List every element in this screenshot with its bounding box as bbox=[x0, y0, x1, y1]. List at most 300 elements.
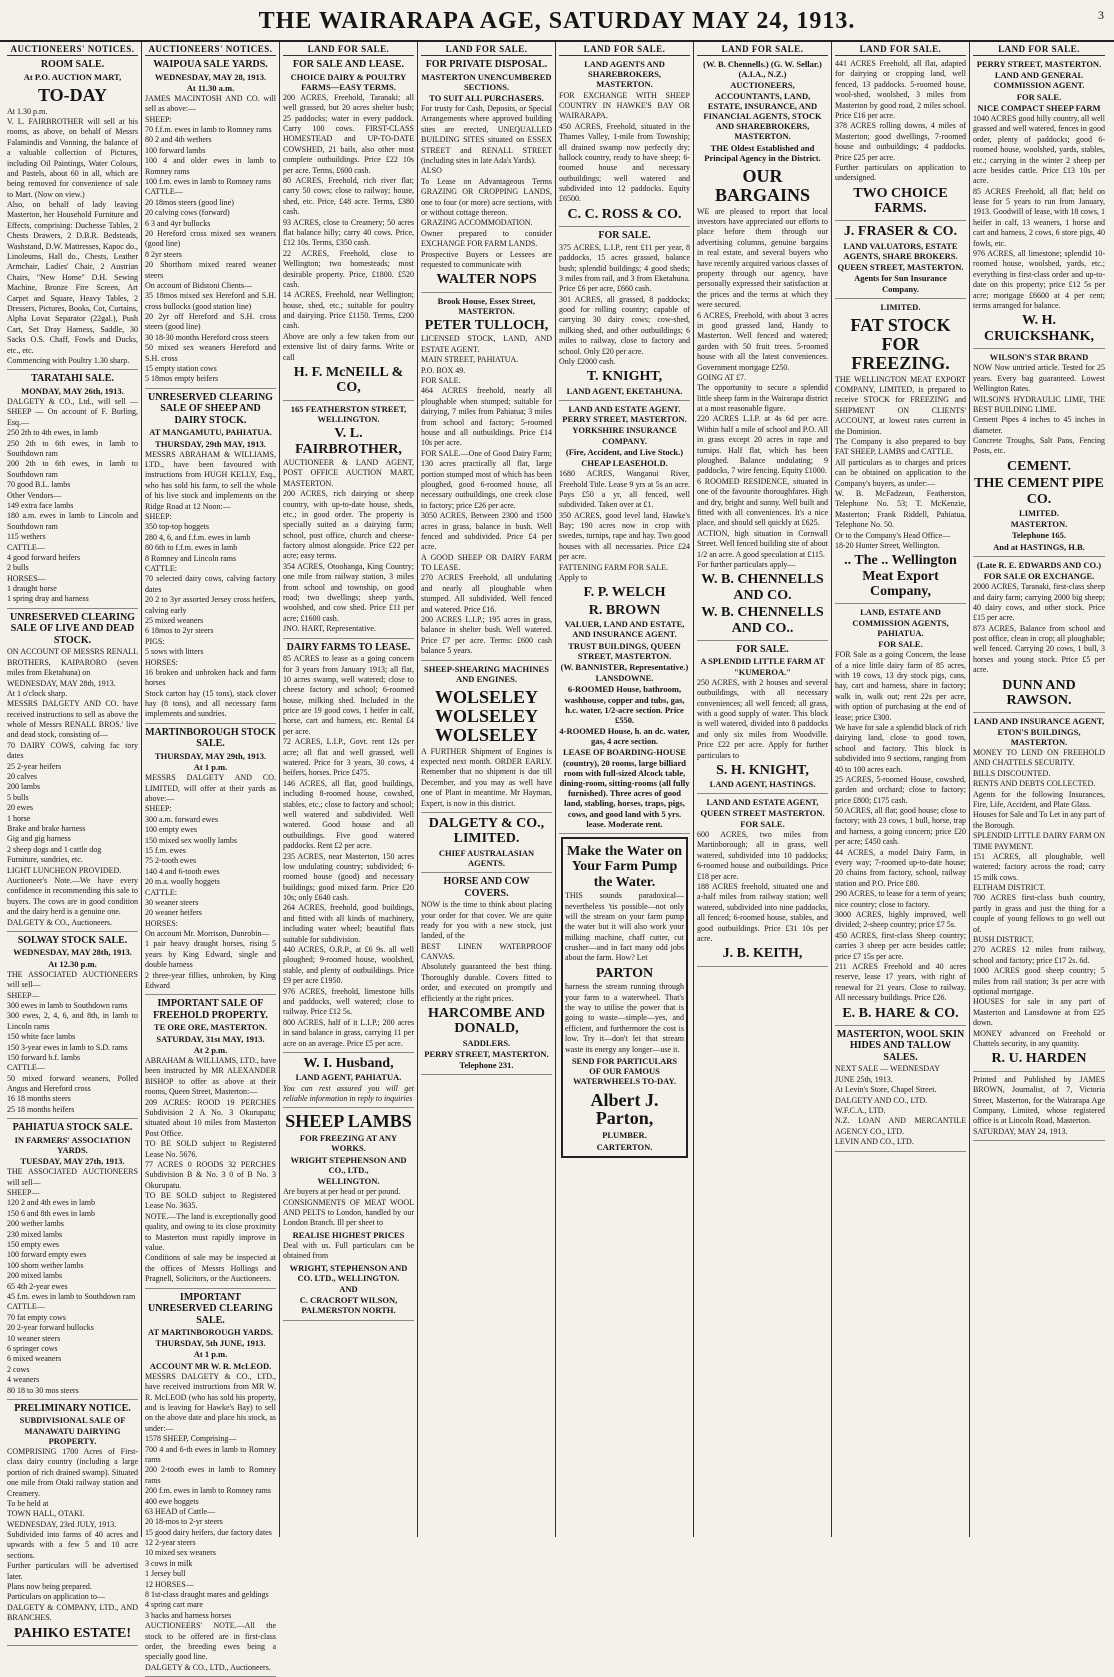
ad-text: 1 Jersey bull bbox=[145, 1569, 186, 1579]
ad-text: 115 wethers bbox=[7, 532, 46, 542]
ad-text: 80 6th to f.f.m. ewes in lamb bbox=[145, 543, 238, 553]
advertiser-name: CEMENT. bbox=[1007, 458, 1071, 474]
column-heading: LAND FOR SALE. bbox=[835, 42, 966, 56]
advertiser-name: HARCOMBE AND DONALD, bbox=[427, 1006, 546, 1037]
ad-text: 1578 SHEEP, Comprising— bbox=[145, 1434, 237, 1444]
display-heading: TO-DAY bbox=[37, 84, 108, 105]
ad-subheading: NICE COMPACT SHEEP FARM bbox=[977, 102, 1101, 113]
ad-subheading: WRIGHT, STEPHENSON AND CO. LTD., WELLINGTON. bbox=[289, 1262, 408, 1283]
ad-text: Are buyers at per head or per pound. bbox=[283, 1187, 401, 1197]
ad-subheading: At 11.30 a.m. bbox=[186, 82, 235, 93]
advertiser-name: PARTON bbox=[595, 965, 654, 981]
ad-text: 6 mixed weaners bbox=[7, 1354, 62, 1364]
ad-block bbox=[973, 1075, 1105, 1141]
ad-text: CATTLE: bbox=[145, 887, 177, 897]
advertiser-name: C. C. ROSS & CO. bbox=[567, 206, 682, 222]
ad-text: Auctioneer's Note.—We have every confidence in recommending this sale to buyers. The cows are in good condition and the dairy herd is a genuine one. bbox=[7, 875, 138, 917]
column-6 bbox=[694, 42, 832, 1537]
ad-subheading: (W. B. Chennells.) (G. W. Sellar.) (A.I.A., N.Z.) bbox=[703, 59, 822, 80]
ad-text: 209 ACRES: ROOD 19 PERCHES Subdivision 2 A No. 3 Okurupatu; situated about 10 miles from Masterton Post Office. bbox=[145, 1097, 276, 1138]
ad-text: 2 sheep dogs and 1 cattle dog bbox=[7, 844, 102, 854]
ad-text: NEXT SALE — WEDNESDAY bbox=[835, 1064, 940, 1074]
ad-text: On account of Bidstoni Clients— bbox=[145, 280, 253, 290]
column-3 bbox=[280, 42, 418, 1537]
ad-block bbox=[559, 230, 690, 401]
ad-text: MONEY TO LEND ON FREEHOLD AND CHATTELS SECURITY. bbox=[973, 748, 1105, 768]
ad-block bbox=[835, 1029, 966, 1152]
advertiser-name: F. P. WELCH bbox=[583, 585, 666, 601]
ad-text: BILLS DISCOUNTED. bbox=[973, 768, 1051, 778]
ad-block bbox=[835, 302, 966, 605]
ad-text: harness the stream running through your farm to a waterwheel. That's the way to utilise the power that is going to waste—simple—yes, and efficient, and furthermore the cost is low. Try it—don't let that stream waste its energy any longer—use it. bbox=[565, 982, 684, 1054]
ad-text: CATTLE— bbox=[7, 1063, 45, 1073]
ad-text: 16 18 months steers bbox=[7, 1094, 71, 1104]
ad-text: A GOOD SHEEP OR DAIRY FARM TO LEASE. bbox=[421, 552, 552, 573]
ad-block bbox=[421, 59, 552, 293]
ad-text: LICENSED STOCK, LAND, AND ESTATE AGENT. bbox=[421, 334, 552, 354]
ad-text: 976 ACRES, freehold, limestone hills and paddocks, well watered; close to railway. Price £12 5s. bbox=[283, 986, 414, 1017]
ad-block bbox=[973, 352, 1105, 557]
ad-text: 200 2-tooth ewes in lamb to Romney rams bbox=[145, 1465, 276, 1485]
ad-text: CATTLE: bbox=[145, 563, 177, 573]
ad-subheading: 165 FEATHERSTON STREET, WELLINGTON. bbox=[290, 403, 407, 424]
ad-block bbox=[7, 612, 138, 932]
parton-waterwheel-ad bbox=[561, 837, 688, 1158]
ad-text: 200 f.m. ewes in lamb to Romney rams bbox=[145, 1486, 271, 1496]
ad-text: 10 weaner steers bbox=[7, 1333, 61, 1343]
advertiser-name: J. FRASER & CO. bbox=[843, 224, 958, 240]
ad-text: Commencing with Poultry 1.30 sharp. bbox=[7, 355, 130, 365]
ad-text: 250 2th to 6th ewes, in lamb to Southdown ram bbox=[7, 438, 138, 458]
ad-text: Deal with us. Full particulars can be obtained from bbox=[283, 1240, 414, 1261]
ad-text: FOR SALE. bbox=[421, 376, 461, 386]
ad-text: 77 ACRES 0 ROODS 32 PERCHES Subdivision B & No. 3 0 of B No. 3 Okurupatu. bbox=[145, 1159, 276, 1190]
ad-text: 250 ACRES, with 2 houses and several outbuildings, with all necessary conveniences; all well fenced; all grass, with a good supply of water. This block is well watered, divided into 8 paddocks and only six miles from Woodville. Price £22 per acre. Apply for further particulars to bbox=[697, 677, 828, 760]
ad-text: 50 mixed forward weaners, Polled Angus and Hereford cross bbox=[7, 1073, 138, 1094]
ad-text: 150 empty ewes bbox=[7, 1240, 59, 1250]
column-heading: LAND FOR SALE. bbox=[973, 42, 1105, 56]
ad-text: 1 draught horse bbox=[7, 584, 57, 594]
ad-text: JAMES MACINTOSH AND CO. will sell as above:— bbox=[145, 93, 276, 114]
ad-heading: SOLWAY STOCK SALE. bbox=[17, 934, 128, 946]
column-4 bbox=[418, 42, 556, 1537]
ad-text: 5 sows with litters bbox=[145, 647, 204, 657]
ad-footer: VALUER, LAND AND ESTATE, AND INSURANCE AGENT. bbox=[564, 619, 685, 640]
ad-subheading: YORKSHIRE INSURANCE COMPANY. bbox=[572, 425, 677, 446]
ad-footer: LAND AGENT, EKETAHUNA. bbox=[566, 385, 683, 396]
ad-text: Houses for Sale and To Let in any part of the Borough. bbox=[973, 810, 1105, 830]
ad-text: MESSRS DALGETY AND CO. LIMITED, will offer at their yards as above:— bbox=[145, 773, 276, 803]
ad-text: 440 ACRES, O.R.P., at £6 9s. all well ploughed; 9-roomed house, woolshed, stable, and plenty of outbuildings. Price £9 per acre £1950. bbox=[283, 945, 414, 986]
ad-subheading: (Late R. E. EDWARDS AND CO.) bbox=[976, 559, 1102, 570]
ad-subheading: THURSDAY, 29th MAY, 1913. bbox=[155, 438, 266, 449]
ad-text: 8 1st-class draught mares and geldings bbox=[145, 1590, 269, 1600]
masthead bbox=[0, 0, 1114, 42]
ad-block bbox=[7, 59, 138, 370]
ad-subheading: THURSDAY, 5th JUNE, 1913. bbox=[155, 1338, 266, 1349]
ad-footer: (W. BANNISTER, Representative.) bbox=[560, 661, 689, 672]
ad-text: ALSO bbox=[421, 166, 442, 176]
ad-subheading: LAND AND INSURANCE AGENT, ETON'S BUILDINGS, MASTERTON. bbox=[973, 716, 1105, 747]
ad-subheading: PERRY STREET, MASTERTON. bbox=[976, 59, 1102, 69]
ad-subheading: LAND AND ESTATE AGENT. PERRY STREET, MASTERTON. bbox=[562, 404, 687, 425]
ad-text: FOR Sale as a going Concern, the lease of a nice little dairy farm of 85 acres, with 19 cows, 13 dry stock pigs, cans, hay, cart and harness, share in factory; walk in, walk out; rent 22s per acre, with option of purchasing at the end of lease; price £300. bbox=[835, 650, 966, 722]
ad-block bbox=[421, 876, 552, 1075]
ad-text: 150 forward b.f. lambs bbox=[7, 1052, 81, 1062]
ad-text: 350 top-top hoggets bbox=[145, 522, 209, 532]
ad-text: 378 ACRES rolling downs, 4 miles of Masterton; good dwellings, 7-roomed house and outbuildings; 4 paddocks. Price £25 per acre. bbox=[835, 121, 966, 162]
ad-text: For trusty for Cash, Deposits, or Special Arrangements where approved building sites are erected, UNEQUALLED BUILDING SITES situated on ESSEX STREET and RENALL STREET (including sites in late Ada's Yards). bbox=[421, 104, 552, 166]
ad-text: 100 4 and older ewes in lamb to Romney rams bbox=[145, 156, 276, 176]
ad-text: 200 ACRES L.I.P.; 195 acres in grass, balance in shelter bush. Well watered. Price £7 per acre. Terms: £600 cash balance 5 years. bbox=[421, 615, 552, 656]
ad-heading: PRELIMINARY NOTICE. bbox=[14, 1402, 131, 1414]
ad-text: ABRAHAM & WILLIAMS, LTD., have been instructed by MR ALEXANDER BISHOP to offer as above at their rooms, Queen Street, Masterton:— bbox=[145, 1055, 276, 1097]
advertiser-name: PETER TULLOCH, bbox=[424, 318, 549, 334]
ad-block bbox=[835, 59, 966, 221]
ad-subheading: WELLINGTON. bbox=[317, 1175, 380, 1186]
ad-text: HORSES— bbox=[7, 573, 46, 583]
ad-text: CATTLE— bbox=[145, 187, 183, 197]
ad-text: N.Z. LOAN AND MERCANTILE AGENCY CO., LTD. bbox=[835, 1116, 966, 1136]
ad-subheading: MASTERTON UNENCUMBERED SECTIONS. bbox=[421, 71, 552, 92]
husband-ad bbox=[283, 1056, 414, 1108]
ad-text: 20 Shorthorn mixed reared weaner steers bbox=[145, 260, 276, 280]
ad-text: 25 mixed weaners bbox=[145, 615, 204, 625]
page-number: 3 bbox=[1098, 8, 1104, 22]
ad-text: To be held at bbox=[7, 1498, 49, 1508]
ad-subheading: Brook House, Essex Street, MASTERTON. bbox=[437, 295, 536, 316]
ad-block bbox=[559, 404, 690, 834]
ad-subheading: SATURDAY, 31st MAY, 1913. bbox=[156, 1033, 265, 1044]
ad-text: 301 ACRES, all grassed, 8 paddocks; good for rolling country; capable of carrying 30 dairy cows; cow-shed, milking shed, and other outbuildings; 6 miles to railway, close to factory and school. Only £20 per acre. bbox=[559, 294, 690, 356]
ad-text: 6 3 and 4yr bullocks bbox=[145, 218, 211, 228]
ad-subheading: At P.O. AUCTION MART, bbox=[23, 71, 122, 82]
advertiser-name: W. B. CHENNELLS AND CO.. bbox=[701, 605, 824, 636]
ad-text: ON ACCOUNT OF MESSRS RENALL BROTHERS, KAIPARORO (seven miles from Eketahuna) on bbox=[7, 647, 138, 678]
ad-text: 50 ACRES, all flat; good house; close to factory; with 23 cows, 1 bull, horse, trap and harness, a going concern; price £20 per acre; £450 cash. bbox=[835, 806, 966, 847]
ad-subheading: LAND AGENTS AND SHAREBROKERS, MASTERTON. bbox=[584, 59, 665, 90]
ad-text: 100 shorn wether lambs bbox=[7, 1260, 84, 1270]
ad-text: AUCTIONEER & LAND AGENT, POST OFFICE AUCTION MART, MASTERTON. bbox=[283, 457, 414, 488]
ad-text: 146 ACRES, all flat, good buildings, including 8-roomed house, cowshed, stables, etc.; close to factory and school; well watered and subdivided. Well watered. Good house and all outbuildings. Five good watered paddocks. Rent £2 per acre. bbox=[283, 778, 414, 851]
ad-footer: CARTERTON. bbox=[596, 1141, 653, 1152]
ad-text: WILSON'S HYDRAULIC LIME, THE BEST BUILDING LIME. bbox=[973, 394, 1105, 414]
ad-footer: And at HASTINGS, H.B. bbox=[993, 541, 1085, 552]
ad-text: 2 bulls bbox=[7, 563, 29, 573]
ad-text: DALGETY & CO., Ltd., will sell — SHEEP — On account of F. Burling, Esq.— bbox=[7, 397, 138, 427]
ad-text: Conditions of sale may be inspected at the offices of Messrs Hollings and Pragnell, Solicitors, or the Auctioneers. bbox=[145, 1253, 276, 1284]
ad-text: 6 18mos to 2yr steers bbox=[145, 626, 214, 636]
ad-subheading: At 12.30 p.m. bbox=[48, 958, 97, 969]
ad-text: 2 three-year fillies, unbroken, by King Edward bbox=[145, 970, 276, 991]
ad-text: Plans now being prepared. bbox=[7, 1582, 92, 1592]
ad-text: We have for sale a splendid block of rich dairying land, close to good town, school and factory. This block is subdivided into 9 sections, ranging from 40 to 100 acres each. bbox=[835, 722, 966, 774]
ad-text: 140 4 and 6-tooth ewes bbox=[145, 866, 220, 876]
ad-heading: FOR PRIVATE DISPOSAL. bbox=[425, 59, 548, 70]
ad-text: THE WELLINGTON MEAT EXPORT COMPANY, LIMITED, is prepared to receive STOCK for FREEZING and SHIPMENT ON CLIENTS' ACCOUNT, at lowest rates current in the Dominion. bbox=[835, 374, 966, 436]
ad-text: V. L. FAIRBROTHER will sell at his rooms, as above, on behalf of Messrs Falamindis and Vonning, the balance of a valuable collection of Pictures, including Oil Paintings, Water Colours, and Pastels, about 60 in all, which are being removed for convenience of sale to Mart. (Now on view.) bbox=[7, 116, 138, 199]
ad-text: P.O. BOX 49. bbox=[421, 365, 466, 375]
ad-text: All particulars as to charges and prices can be obtained on application to the Company's buyers, as under:— bbox=[835, 457, 966, 488]
ad-subheading: WEDNESDAY, MAY 28, 1913. bbox=[154, 71, 267, 82]
ad-text: 70 DAIRY COWS, calving fac tory dates bbox=[7, 740, 138, 761]
ad-subheading: LAND AND GENERAL COMMISSION AGENT. bbox=[993, 70, 1085, 91]
ad-subheading: QUEEN STREET, MASTERTON. bbox=[837, 262, 964, 273]
ad-subheading: LAND AGENT, PAHIATUA. bbox=[295, 1072, 402, 1083]
ad-block bbox=[835, 224, 966, 298]
ad-text: SHEEP: bbox=[145, 114, 172, 124]
ad-text: FOR SALE.—One of Good Dairy Farm; 130 acres practically all flat, large portion stumped most of which has been ploughed, good 6-roomed house, all necessary outbuildings, one creek close to factory; price £26 per acre. bbox=[421, 448, 552, 510]
ad-text: Cement Pipes 4 inches to 45 inches in diameter. bbox=[973, 415, 1105, 435]
ad-text: 70 selected dairy cows, calving factory dates bbox=[145, 574, 276, 594]
ad-heading: MARTINBOROUGH STOCK SALE. bbox=[145, 726, 276, 750]
ad-text: SATURDAY, MAY 24, 1913. bbox=[973, 1126, 1068, 1136]
ad-text: Above are only a few taken from our extensive list of dairy farms. Write or call bbox=[283, 331, 414, 362]
ad-text: 20 calving cows (forward) bbox=[145, 208, 230, 218]
ad-text: Particulars on application to— bbox=[7, 1592, 105, 1602]
ad-text: SHEEP: bbox=[145, 804, 172, 814]
ad-text: NOW is the time to think about placing your order for that cover. We are quite ready for you with a new stock, just landed, of the bbox=[421, 900, 552, 941]
ad-subheading: AUCTIONEERS, ACCOUNTANTS, LAND, ESTATE, INSURANCE, AND FINANCIAL AGENTS, STOCK AND SHAREBROKERS, MASTERTON. bbox=[703, 80, 822, 142]
ad-text: Agents for the following Insurances, Fire, Life, Accident, and Plate Glass. bbox=[973, 789, 1105, 809]
ad-footer: LANSDOWNE. bbox=[595, 673, 654, 684]
ad-text: 80 18 to 30 mos steers bbox=[7, 1385, 79, 1395]
ad-text: 20 2-year forward bullocks bbox=[7, 1323, 94, 1333]
ad-subheading: LAND AND ESTATE AGENT, QUEEN STREET MASTERTON. bbox=[700, 797, 825, 818]
ad-text: 270 ACRES 12 miles from railway, school and factory; price £17 2s. 6d. bbox=[973, 945, 1105, 965]
ad-text: 188 ACRES freehold, situated one and a-half miles from railway station; well watered, subdivided into nine paddocks, all fenced; 6-roomed house, stables, and good outbuildings. Price £31 10s per acre. bbox=[697, 881, 828, 943]
ad-text: THIS sounds paradoxical—nevertheless 'tis possible—not only will the stream on your farm pump the water but it will also work your milking machine, chaff cutter, cut crusher—and in fact many odd jobs about the farm. How? Let bbox=[565, 891, 684, 963]
ad-text: ACTION, high situation in Cornwall Street. Well fenced building site of about 1/2 an acre. A good speculation at £115. bbox=[697, 528, 828, 559]
ad-text: MONEY advanced on Freehold or Chattels security, in any quantity. bbox=[973, 1028, 1105, 1048]
column-5 bbox=[556, 42, 694, 1537]
ad-text: 63 HEAD of Cattle— bbox=[145, 1506, 215, 1516]
ad-text: Other Vendors— bbox=[7, 490, 62, 500]
ad-text: PIGS: bbox=[145, 636, 165, 646]
ad-text: 15 f.m. ewes bbox=[145, 845, 186, 855]
ad-text: 70 fat empty cows bbox=[7, 1312, 66, 1322]
ad-text: 700 ACRES first-class bush country, partly in grass and just the thing for a couple of young fellows to go well out of. bbox=[973, 893, 1105, 934]
ad-text: 45 f.m. ewes in lamb to Southdown ram bbox=[7, 1291, 136, 1301]
advertiser-name: H. F. McNEILL & CO, bbox=[293, 365, 404, 396]
ad-text: You can rest assured you will get reliable information in reply to inquiries bbox=[283, 1083, 414, 1103]
ad-subheading: SHEEP-SHEARING MACHINES AND ENGINES. bbox=[424, 663, 549, 684]
ad-footer: SADDLERS. bbox=[462, 1037, 511, 1048]
ad-text: 350 ACRES, good level land, Hawke's Bay; 190 acres now in crop with swedes, turnips, rape and hay. Two good houses with all necessaries. Price £24 per acre. bbox=[559, 510, 690, 562]
ad-text: 100 f.m. ewes in lamb to Romney rams bbox=[145, 177, 271, 186]
ad-text: 300 a.m. forward ewes bbox=[145, 814, 219, 824]
ad-text: 464 ACRES freehold, nearly all ploughable when stumped; suitable for dairying, 7 miles from Pahiatua; 3 miles from school and factory; 5-roomed house and all outbuildings. Price £14 10s per acre. bbox=[421, 386, 552, 448]
ad-footer: Telephone 231. bbox=[459, 1060, 514, 1071]
ad-text: 50 mixed sex weaners Hereford and S.H. cross bbox=[145, 343, 276, 363]
ad-block bbox=[145, 998, 276, 1288]
ad-text: 200 ACRES, Freehold, Taranaki; all well grassed, but 20 acres shelter bush; 25 paddocks; water in every paddock. Carry 100 cows. FIRST-CLASS HOMESTEAD and UP-TO-DATE COWSHED, 21 bails, also other most complete outbuildings. Price £22 10s per acre. Terms, £600 cash. bbox=[283, 92, 414, 175]
ad-text: 5 18mos empty heifers bbox=[145, 374, 219, 384]
ad-text: 1040 ACRES good hilly country, all well grassed and well watered, fences in good order, plenty of paddocks; good 6-roomed house, woolshed, yards, stables, etc.; carrying in the winter 2 sheep per acre besides cattle. Price £13 10s per acre. bbox=[973, 113, 1105, 186]
ad-block bbox=[7, 1403, 138, 1646]
ad-footer: 6-ROOMED House, bathroom, washhouse, copper and tubs, gas, h.c. water, 1/2-acre section. Price £550. bbox=[564, 684, 685, 725]
ad-block bbox=[697, 59, 828, 641]
ad-text: AUCTIONEERS' NOTE.—All the stock to be offered are in first-class order, the breeding ewes being a specially good line. bbox=[145, 1621, 276, 1662]
ad-footer: 4-ROOMED House, h. an dc. water, gas, 4 acre section. bbox=[559, 726, 690, 747]
ad-text: FATTENING FARM FOR SALE. bbox=[559, 562, 669, 572]
ad-text: 15 empty station cows bbox=[145, 364, 217, 374]
column-heading: LAND FOR SALE. bbox=[697, 42, 828, 56]
ad-text: HOUSES for sale in any part of Masterton and Lansdowne at from £25 down. bbox=[973, 997, 1105, 1028]
ad-footer: PLUMBER. bbox=[602, 1130, 647, 1141]
ad-text: BUSH DISTRICT. bbox=[973, 935, 1034, 945]
newspaper-title: THE WAIRARAPA AGE, SATURDAY MAY 24, 1913. bbox=[258, 8, 856, 34]
ad-heading: Make the Water on Your Farm Pump the Water. bbox=[567, 843, 682, 890]
ad-text: 6 springer cows bbox=[7, 1343, 58, 1353]
ad-text: 400 ewe hoggets bbox=[145, 1496, 199, 1506]
ad-text: W.F.C.A., LTD. bbox=[835, 1105, 886, 1115]
ad-text: The opportunity to secure a splendid little sheep farm in the Wairarapa district at a most reasonable figure. bbox=[697, 383, 828, 414]
ad-text: Further particulars will be advertised later. bbox=[7, 1561, 138, 1581]
ad-text: GOING AT £7. bbox=[697, 372, 746, 382]
ad-text: 200 2th to 6th ewes, in lamb to Southdown ram bbox=[7, 459, 138, 479]
ad-text: Only £2000 cash. bbox=[559, 357, 616, 367]
ad-text: 72 ACRES, L.I.P., Govt. rent 12s per acre; all flat and well grassed, well watered. Price for 3 years, 30 cows, 4 heifers, horses. Price £475. bbox=[283, 737, 414, 778]
ad-text: 80 ACRES, Freehold, rich river flat; carry 50 cows; close to railway; house, shed, etc. Price, £48 acre. Terms, £380 cash. bbox=[283, 176, 414, 217]
ad-block bbox=[7, 373, 138, 609]
advertiser-name: PAHIKO ESTATE! bbox=[13, 1625, 132, 1641]
ad-text: Concrete Troughs, Salt Pans, Fencing Posts, etc. bbox=[973, 436, 1105, 456]
ad-text: 873 ACRES, Balance from school and post office, clean in crop; all ploughable; well fenced. Carrying 20 cows, 1 bull, 3 horses and young stock. Price £5 per acre. bbox=[973, 623, 1105, 675]
column-heading: AUCTIONEERS' NOTICES. bbox=[7, 42, 138, 56]
ad-text: 1 spring dray and harness bbox=[7, 594, 89, 604]
display-heading: SHEEP LAMBS bbox=[285, 1111, 412, 1132]
ad-text: TOWN HALL, OTAKI. bbox=[7, 1509, 85, 1519]
column-2 bbox=[142, 42, 280, 1672]
ad-subheading: SUBDIVISIONAL SALE OF MANAWATU DAIRYING PROPERTY. bbox=[19, 1415, 126, 1446]
advertiser-name: DUNN AND RAWSON. bbox=[1002, 677, 1076, 709]
advertiser-name: WALTER NOPS bbox=[436, 272, 537, 288]
ad-text: Subdivided into farms of 40 acres and upwards with a few 5 and 10 acre sections. bbox=[7, 1530, 138, 1560]
ad-heading: HORSE AND COW COVERS. bbox=[443, 876, 530, 899]
ad-footer: LAND AGENT, HASTINGS. bbox=[709, 779, 816, 790]
ad-text: 85 ACRES to lease as a going concern for 3 years from January 1913; all flat, 10 acres swamp, well watered; close to cheese factory and school; 6-roomed house, milking shed. Included in the price are 19 good cows, 1 heifer in calf, horse, cart and harness, etc. Rental £4 per acre. bbox=[283, 654, 414, 736]
ad-block bbox=[145, 1292, 276, 1677]
ad-text: 2 cows bbox=[7, 1364, 30, 1374]
ad-text: 20 m.a. woolly hoggets bbox=[145, 877, 220, 887]
ad-text: 44 ACRES, a model Dairy Farm, in every way; 7-roomed up-to-date house; 20 chains from factory, school, railway station and P.O. Price £80. bbox=[835, 847, 966, 888]
ad-text: 700 4 and 6-th ewes in lamb to Romney rams bbox=[145, 1444, 276, 1464]
ad-text: MESSRS DALGETY AND CO. have received instructions to sell as above the whole of Messrs RENALL BROS.' live and dead stock, consisting of— bbox=[7, 699, 138, 740]
ad-subheading: MONDAY, MAY 26th, 1913. bbox=[21, 385, 124, 396]
ad-text: 10 mixed sex weaners bbox=[145, 1548, 216, 1558]
ad-subheading: FOR SALE. bbox=[878, 639, 923, 650]
ad-subheading: TO SUIT ALL PURCHASERS. bbox=[429, 92, 544, 103]
ad-text: NOTE.—The land is exceptionally good quality, and owing to its close proximity to Masterton must rapidly improve in value. bbox=[145, 1211, 276, 1253]
ad-text: Apply to bbox=[559, 573, 588, 583]
ad-text: COMPRISING 1700 Acres of First-class dairy country (including a large portion of rich drained swamp). Situated one mile from Otaki railway station and Creamery. bbox=[7, 1446, 138, 1498]
ad-text: 14 ACRES, Freehold, near Wellington; house, shed, etc.; suitable for poultry and dairying. Price £1150. Terms, £200 cash. bbox=[283, 290, 414, 331]
ad-text: THE ASSOCIATED AUCTIONEERS will sell— bbox=[7, 969, 138, 990]
ad-heading: UNRESERVED CLEARING SALE OF SHEEP AND DAIRY STOCK. bbox=[148, 391, 273, 426]
ad-text: 75 2-tooth ewes bbox=[145, 856, 197, 866]
ad-text: 100 forward empty ewes bbox=[7, 1250, 87, 1260]
ad-subheading: At 1 p.m. bbox=[193, 762, 228, 773]
ad-text: 300 ewes in lamb to Southdown rams bbox=[7, 1000, 128, 1010]
column-heading: LAND FOR SALE. bbox=[559, 42, 690, 56]
advertiser-name: THE CEMENT PIPE CO. bbox=[974, 476, 1104, 507]
ad-text: FOR EXCHANGE WITH SHEEP COUNTRY IN HAWKE'S BAY OR WAIRARAPA. bbox=[559, 90, 690, 121]
display-heading: OUR BARGAINS bbox=[714, 165, 811, 205]
ad-text: 200 ACRES, rich dairying or sheep country, with up-to-date house, sheds, etc.; in good order. The property is specially suited as a dairying farm; school, post office, church and cheese-factory almost alongside. Price £22 per acre; easy terms. bbox=[283, 489, 414, 561]
ad-text: 354 ACRES, Otoohanga, King Country; one mile from railway station, 3 miles from school and township, on good road; two dwellings; sheep yards, woolshed, and cow shed. Price £11 per acre; £1600 cash. bbox=[283, 561, 414, 623]
ad-block bbox=[283, 404, 414, 639]
ad-text: 25 ACRES, 5-roomed House, cowshed, garden and orchard; close to factory; price £800; £175 cash. bbox=[835, 774, 966, 805]
ad-text: 300 ewes, 2, 4, 6, and 8th, in lamb to Lincoln rams bbox=[7, 1011, 138, 1031]
column-heading: LAND FOR SALE. bbox=[283, 42, 414, 56]
ad-subheading: FOR SALE OR EXCHANGE. bbox=[983, 570, 1095, 581]
ad-text: 264 ACRES, freehold, good buildings, and fitted with all kinds of machinery, including water wheel; beautiful flats suitable for subdivision. bbox=[283, 903, 414, 944]
ad-text: SHEEP: bbox=[145, 512, 172, 522]
ad-text: 150 6 and 8th ewes in lamb bbox=[7, 1208, 95, 1218]
ad-text: 4 weaners bbox=[7, 1375, 40, 1385]
ad-text: 30 18-30 months Hereford cross steers bbox=[145, 332, 269, 342]
advertiser-name: DALGETY & CO., LIMITED. bbox=[428, 815, 545, 847]
ad-text: 3050 ACRES, Between 2300 and 1500 acres in grass, balance in bush. Well fenced and subdivided. Price £4 per acre. bbox=[421, 511, 552, 552]
ad-text: 270 ACRES Freehold, all undulating and nearly all ploughable when stumped. All subdivided. Well fenced and watered. Price £16. bbox=[421, 573, 552, 614]
ad-block bbox=[559, 59, 690, 227]
ad-text: The Company is also prepared to buy FAT SHEEP, LAMBS and CATTLE. bbox=[835, 437, 966, 457]
ad-text: 25 2-year heifers bbox=[7, 761, 62, 771]
advertiser-name: W. B. CHENNELLS AND CO. bbox=[701, 572, 824, 603]
ad-subheading: ACCOUNT MR W. R. McLEOD. bbox=[149, 1360, 272, 1371]
ad-text: 151 ACRES, all ploughable, well watered; factory across the road; carry 15 milk cows. bbox=[973, 851, 1105, 882]
ad-text: DALGETY & CO., Auctioneers. bbox=[7, 917, 113, 927]
ad-text: 120 2 and 4th ewes in lamb bbox=[7, 1198, 95, 1208]
ad-text: 8 Romney and Lincoln rams bbox=[145, 553, 237, 563]
ad-text: At 1.30 p.m. bbox=[7, 106, 48, 116]
ad-text: 30 weaner steers bbox=[145, 897, 199, 907]
ad-text: 1 pair heavy draught horses, rising 5 years by King Edward, single and double harness bbox=[145, 939, 276, 970]
ad-text: MESSRS DALGETY & CO., LTD., have received instructions from MR W. R. McLEOD (who has sold his property, and is leaving for Hawke's Bay) to sell on the above date and place his stock, as under:— bbox=[145, 1371, 276, 1433]
ad-heading: TARATAHI SALE. bbox=[31, 373, 114, 385]
ad-block bbox=[697, 797, 828, 966]
ad-text: 6 ROOMED RESIDENCE, situated in one of the favourite thoroughfares. High and dry, bright and sunny. Well built and fitted with all conveniences. It's a nice place, and should sell quickly at £625. bbox=[697, 476, 828, 528]
ad-text: Absolutely guaranteed the best thing. Thoroughly durable. Covers fitted to order, and executed on promptly and efficiently at the right prices. bbox=[421, 962, 552, 1003]
advertiser-name: T. KNIGHT, bbox=[586, 369, 663, 385]
advertiser-name: E. B. HARE & CO. bbox=[842, 1005, 959, 1021]
ad-subheading: At 2 p.m. bbox=[193, 1044, 228, 1055]
ad-block bbox=[145, 727, 276, 996]
ad-block bbox=[7, 1122, 138, 1400]
ad-text: 441 ACRES Freehold, all flat, adapted for dairying or cropping land, well fenced, 13 paddocks. 5-roomed house, wool-shed, woolshed, 3 miles from Masterton by good road, 2 miles school. Price £16 per acre. bbox=[835, 59, 966, 120]
advertiser-name: TWO CHOICE FARMS. bbox=[853, 185, 948, 217]
ad-block bbox=[145, 59, 276, 389]
column-1 bbox=[4, 42, 142, 1641]
ad-text: 180 a.m. ewes in lamb to Lincoln and Southdown ram bbox=[7, 511, 138, 531]
ad-heading: MASTERTON, WOOL SKIN HIDES AND TALLOW SALES. bbox=[836, 1028, 965, 1063]
ad-text: Furniture, sundries, etc. bbox=[7, 855, 83, 865]
ad-subheading: At 1 p.m. bbox=[193, 1349, 228, 1360]
ad-subheading: (Fire, Accident, and Live Stock.) bbox=[565, 446, 684, 457]
ad-text: 100 empty ewes bbox=[145, 825, 197, 835]
ad-text: THE ASSOCIATED AUCTIONEERS will sell— bbox=[7, 1167, 138, 1187]
ad-text: 375 ACRES, L.I.P., rent £11 per year, 8 paddocks, 15 acres grassed, balance bush; splendid buildings; 4 good sheds; 3 miles from rail, and 3 from Eketahuna. Price £6 per acre, £660 cash. bbox=[559, 242, 690, 294]
advertiser-name: Albert J. Parton, bbox=[590, 1089, 659, 1129]
ad-subheading: AT MANGAMUTU, PAHIATUA. bbox=[149, 427, 272, 438]
ad-subheading: WRIGHT STEPHENSON AND CO., LTD., bbox=[290, 1154, 407, 1175]
ad-subheading: LIMITED. bbox=[880, 301, 921, 312]
ad-heading: DAIRY FARMS TO LEASE. bbox=[286, 641, 411, 653]
ad-text: 1 horse bbox=[7, 813, 31, 823]
ad-block bbox=[835, 607, 966, 1025]
ad-text: WE are pleased to report that local investors have appreciated our efforts to place before them through our advertising columns, genuine bargains in real estate, and several buyers who have recently acquired various classes of property through our agency, have personally expressed their satisfaction at the prices and the terms at which they were secured. bbox=[697, 206, 828, 310]
